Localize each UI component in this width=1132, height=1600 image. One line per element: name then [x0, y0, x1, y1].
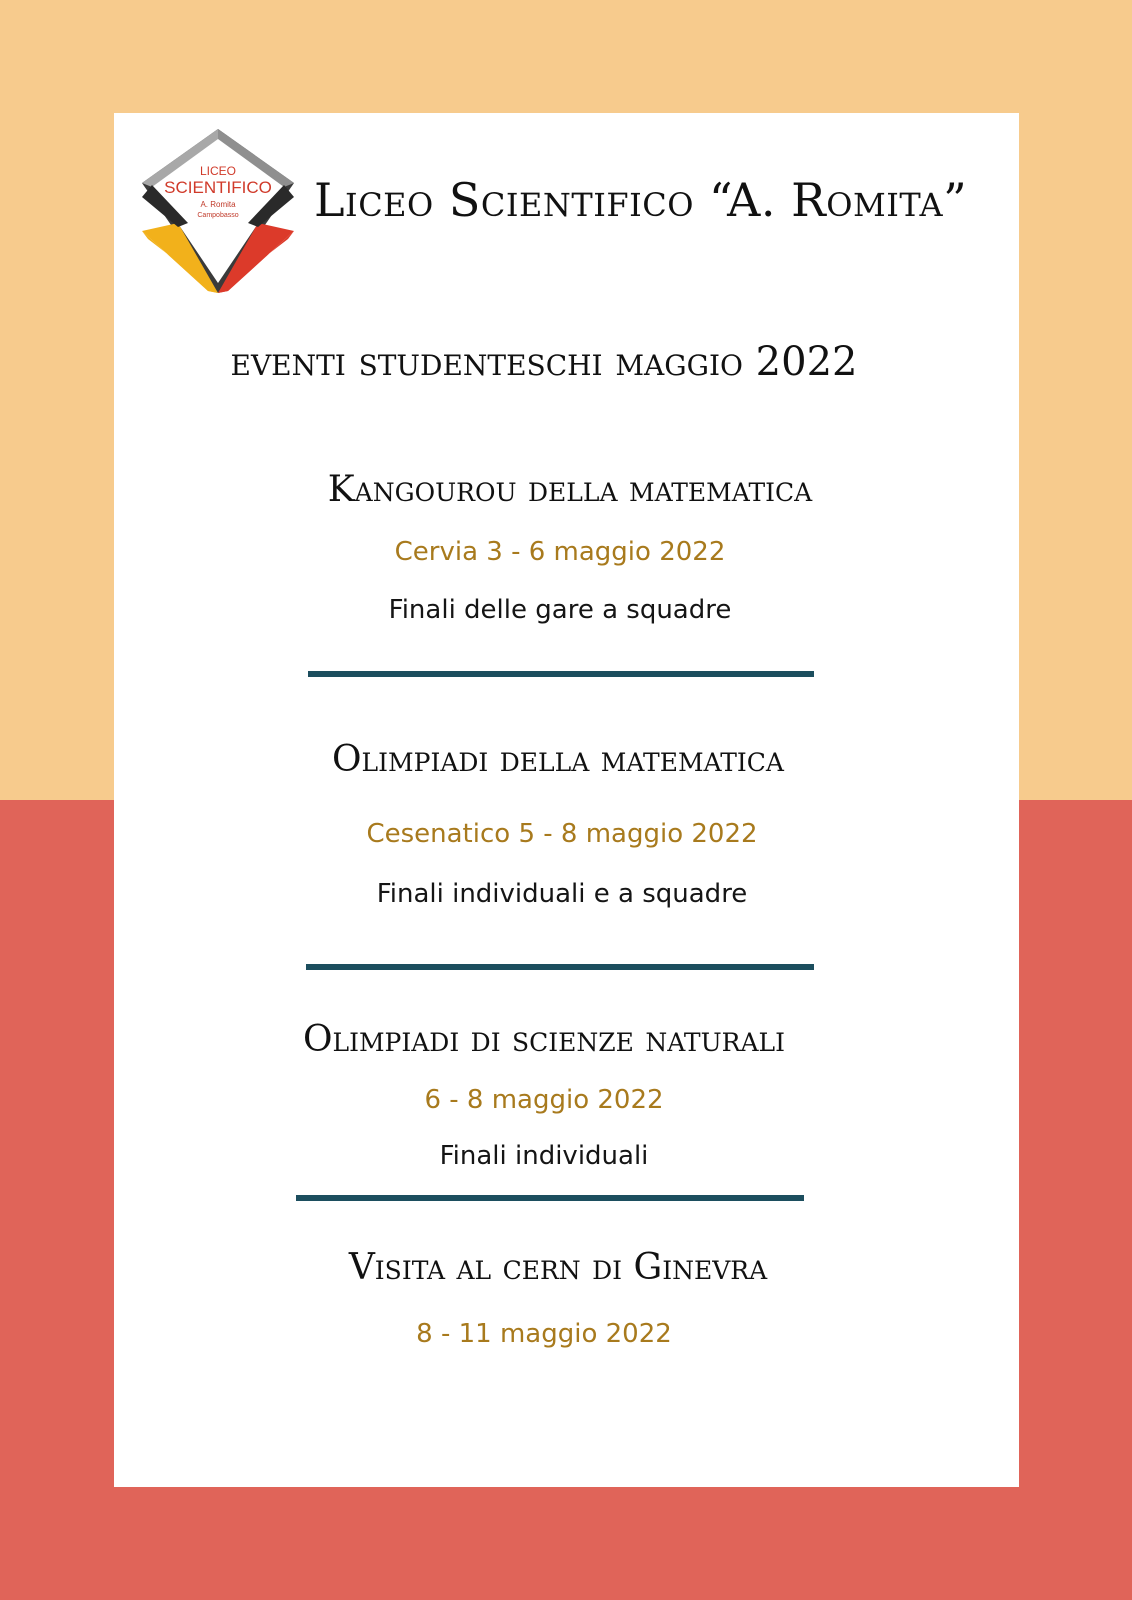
event-note-olimpiadi-matematica: Finali individuali e a squadre: [376, 879, 748, 909]
divider: [306, 964, 814, 970]
event-title-olimpiadi-scienze: Olimpiadi di scienze naturali: [302, 1019, 786, 1060]
event-date-cern: 8 - 11 maggio 2022: [416, 1319, 672, 1349]
logo-text-scientifico: SCIENTIFICO: [164, 178, 272, 197]
event-title-cern: Visita al cern di Ginevra: [348, 1247, 768, 1288]
event-title-olimpiadi-matematica: Olimpiadi della matematica: [332, 739, 784, 780]
school-title: Liceo Scientifico “A. Romita”: [314, 173, 968, 227]
logo-text-romita: A. Romita: [200, 200, 236, 209]
divider: [296, 1195, 804, 1201]
event-date-olimpiadi-matematica: Cesenatico 5 - 8 maggio 2022: [366, 819, 758, 849]
divider: [308, 671, 814, 677]
event-date-kangourou: Cervia 3 - 6 maggio 2022: [394, 537, 726, 567]
event-date-olimpiadi-scienze: 6 - 8 maggio 2022: [424, 1085, 664, 1115]
logo-text-campobasso: Campobasso: [197, 212, 239, 219]
events-title: eventi studenteschi maggio 2022: [230, 339, 858, 385]
school-logo: [138, 127, 298, 295]
flyer-card: [114, 113, 1019, 1487]
event-note-kangourou: Finali delle gare a squadre: [388, 595, 732, 625]
event-title-kangourou: Kangourou della matematica: [327, 469, 813, 510]
logo-text-liceo: LICEO: [199, 164, 237, 178]
event-note-olimpiadi-scienze: Finali individuali: [439, 1141, 649, 1171]
